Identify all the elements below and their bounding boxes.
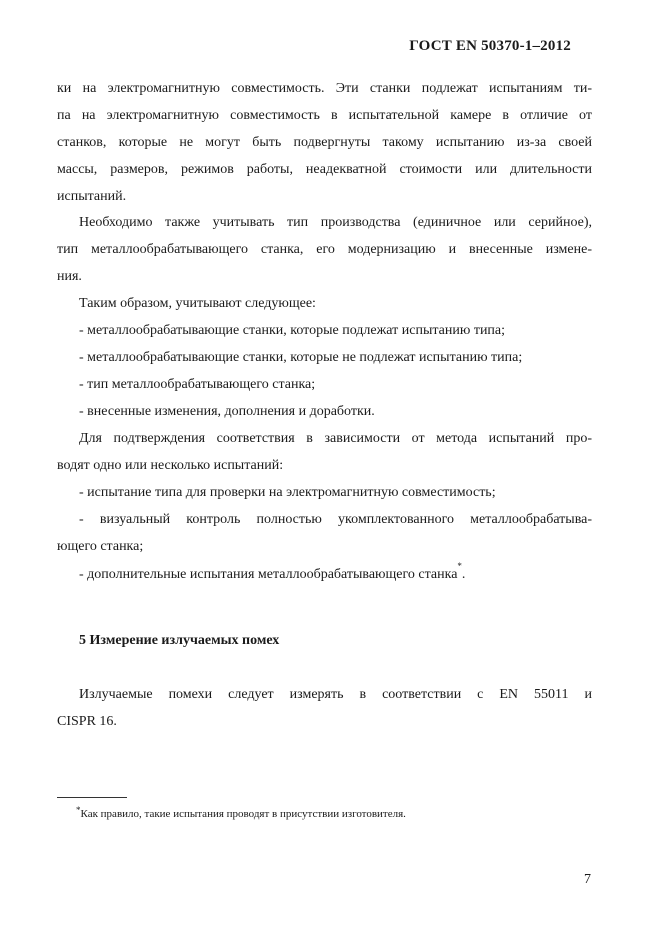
footnote-mark: * — [76, 805, 81, 815]
list-item: - испытание типа для проверки на электромагнитную совместимость; — [79, 485, 496, 500]
footnote-reference[interactable]: * — [457, 561, 462, 571]
standard-designation: ГОСТ EN 50370-1–2012 — [409, 38, 571, 54]
list-item-text: - дополнительные испытания металлообрабатывающего станка — [79, 567, 458, 582]
list-item: - металлообрабатывающие станки, которые не подлежат испытанию типа; — [79, 350, 523, 365]
list-item: - тип металлообрабатывающего станка; — [79, 377, 316, 392]
footnote-divider — [57, 797, 127, 798]
list-item — [79, 561, 466, 584]
list-item: - визуальный контроль полностью укомплектованного металлообрабатыва- — [79, 512, 592, 527]
section-heading: 5 Измерение излучаемых помех — [79, 633, 280, 648]
list-item-end: . — [461, 567, 466, 582]
page-number: 7 — [584, 872, 591, 887]
text-line: тип металлообрабатывающего станка, его модернизацию и внесенные измене- — [57, 242, 592, 257]
footnote-text: Как правило, такие испытания проводят в присутствии изготовителя. — [80, 808, 406, 820]
text-line: Таким образом, учитывают следующее: — [79, 296, 316, 311]
footnote — [76, 806, 406, 822]
text-line: па на электромагнитную совместимость в испытательной камере в отличие от — [57, 108, 592, 123]
text-line: CISPR 16. — [57, 714, 117, 729]
text-line: Необходимо также учитывать тип производства (единичное или серийное), — [79, 215, 592, 230]
text-line: ки на электромагнитную совместимость. Эти станки подлежат испытаниям ти- — [57, 81, 592, 96]
text-line: массы, размеров, режимов работы, неадекватной стоимости или длительности — [57, 162, 592, 177]
list-item-continuation: ющего станка; — [57, 539, 144, 554]
list-item: - металлообрабатывающие станки, которые подлежат испытанию типа; — [79, 323, 506, 338]
text-line: водят одно или несколько испытаний: — [57, 458, 284, 473]
text-line: станков, которые не могут быть подвергнуты такому испытанию из-за своей — [57, 135, 592, 150]
text-line: Излучаемые помехи следует измерять в соответствии с EN 55011 и — [79, 687, 592, 702]
text-line: ния. — [57, 269, 82, 284]
text-line: Для подтверждения соответствия в зависимости от метода испытаний про- — [79, 431, 592, 446]
text-line: испытаний. — [57, 189, 127, 204]
list-item: - внесенные изменения, дополнения и доработки. — [79, 404, 375, 419]
